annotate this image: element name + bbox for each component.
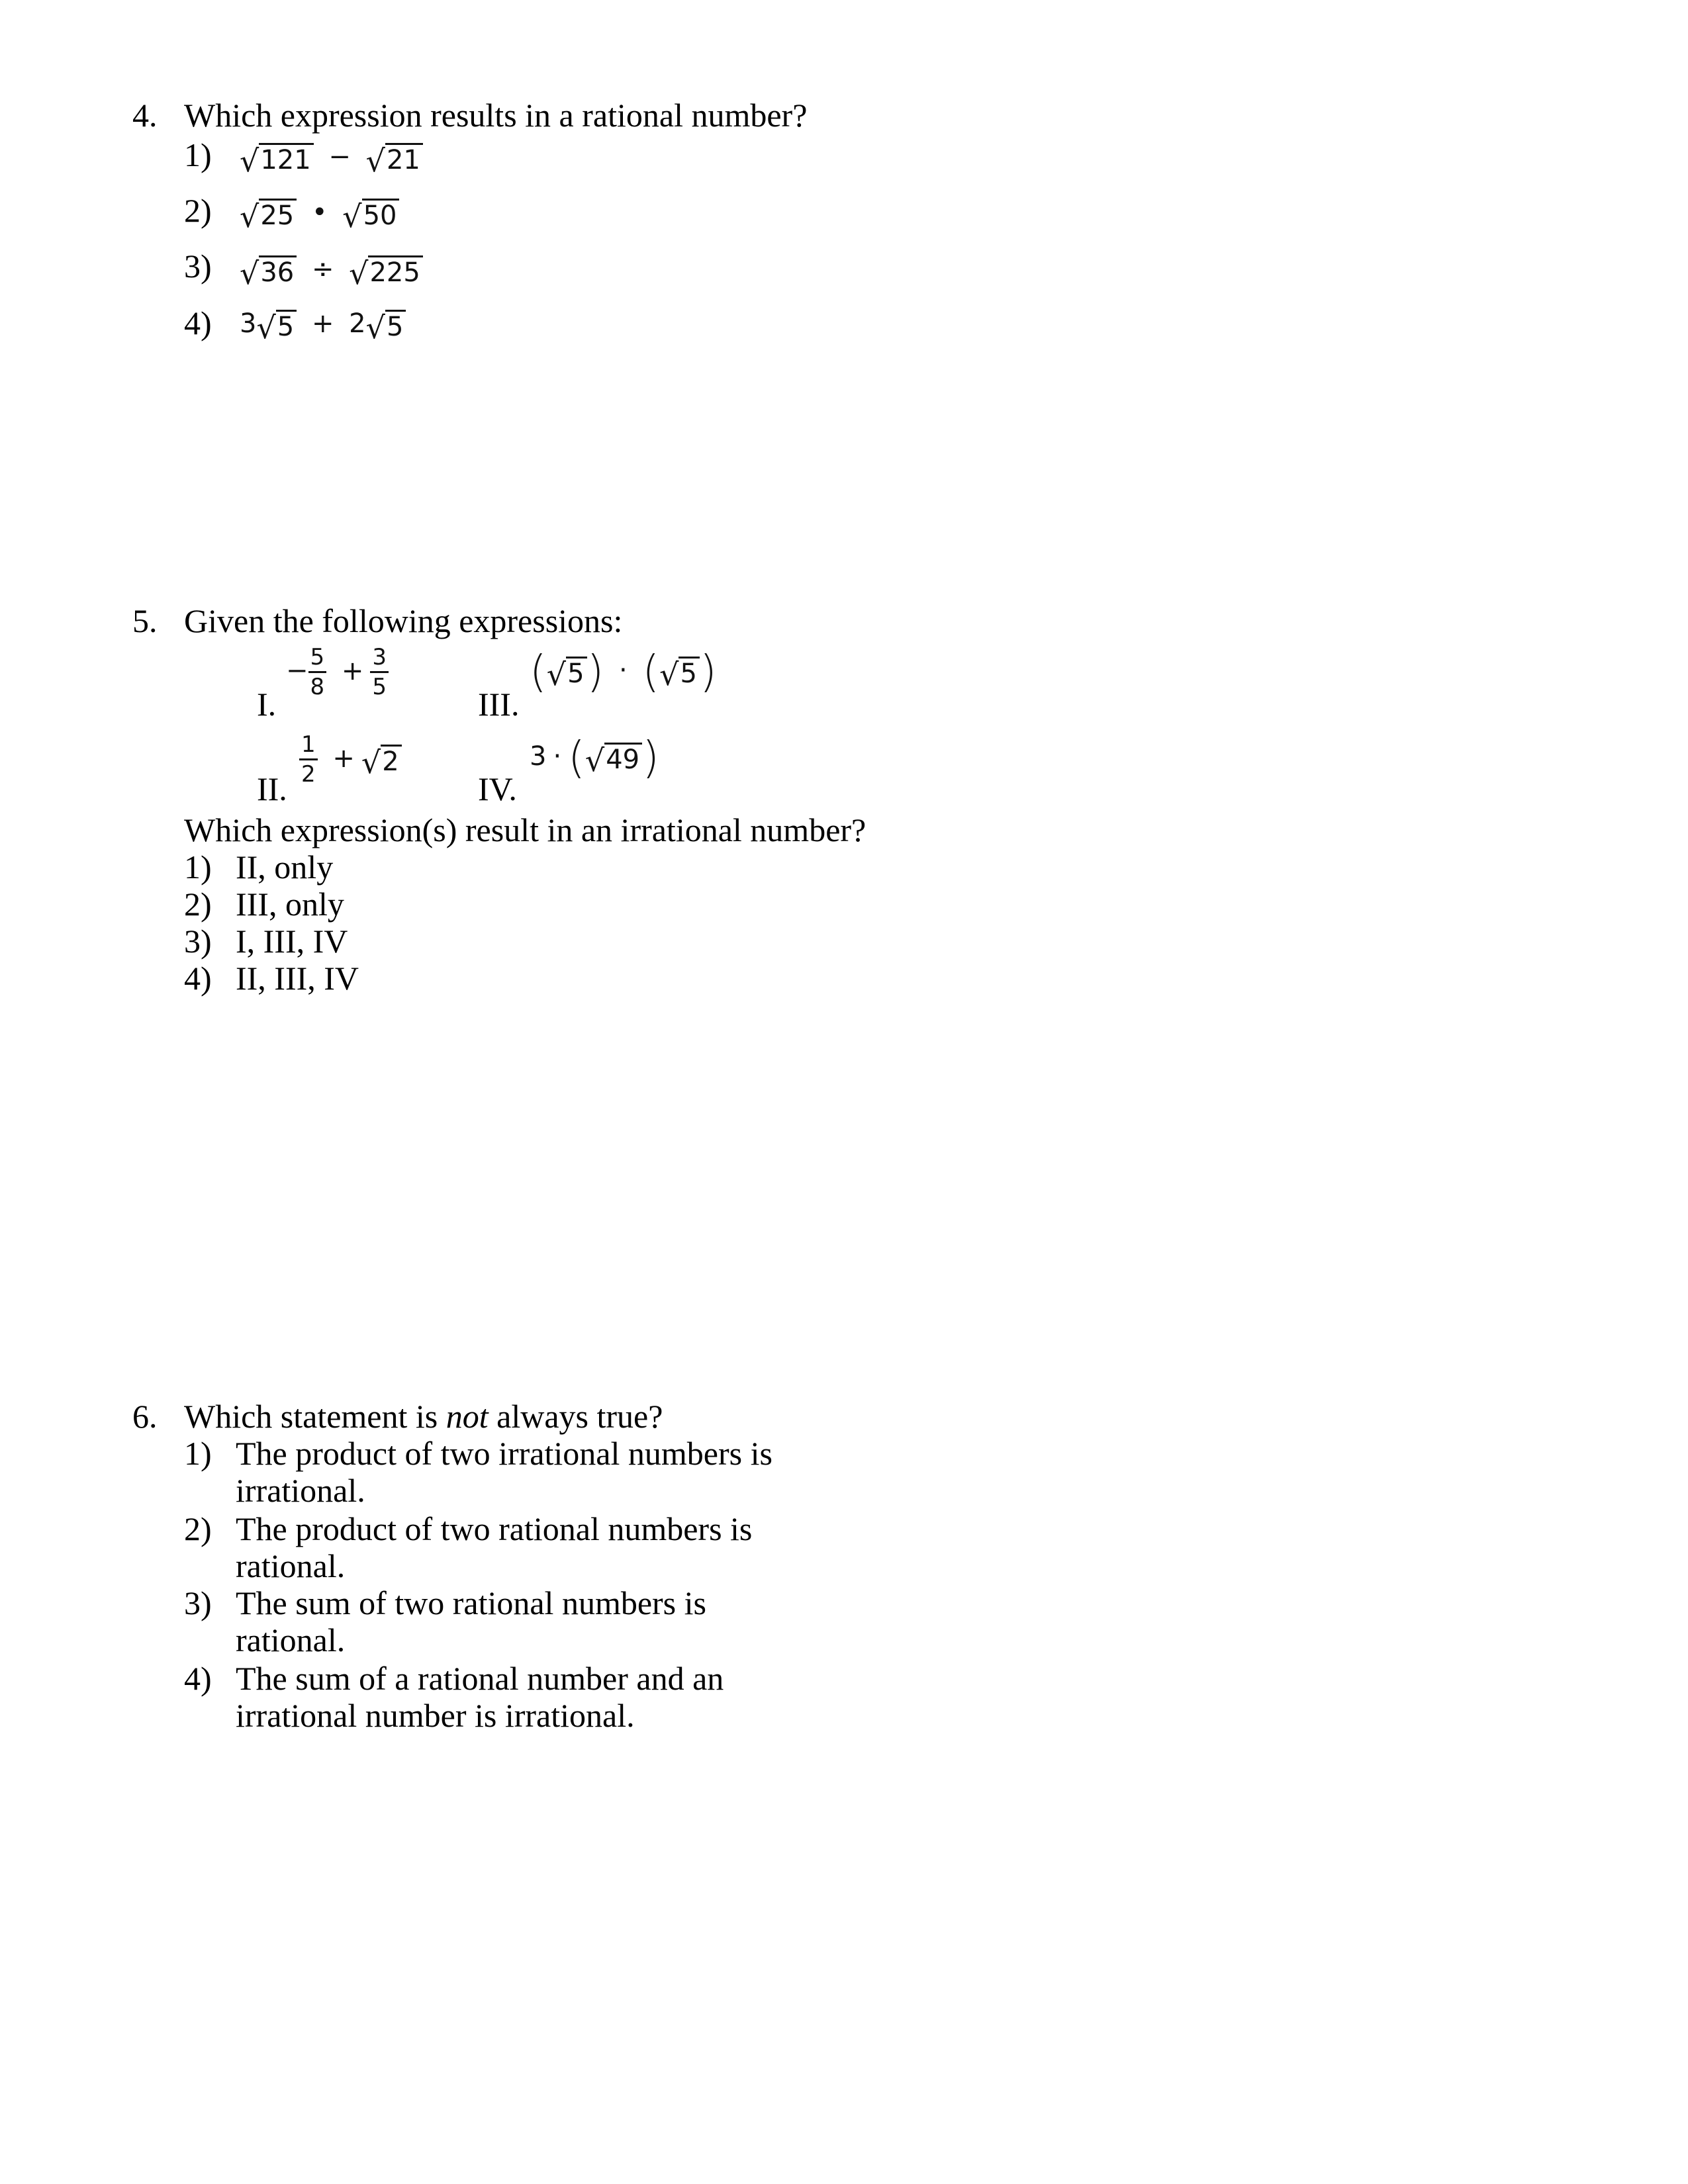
expression-i: − $\frac{5}{8}$ + $\frac{3}{5}$ <box>286 646 389 698</box>
question-prompt: Which expression results in a rational number? <box>184 97 808 134</box>
choice-text: II, only <box>236 848 334 886</box>
question-number: 4. <box>132 97 158 134</box>
question-prompt: Given the following expressions: <box>184 602 623 639</box>
question-prompt: Which statement is not always true? <box>184 1398 663 1435</box>
choice-label: 2) <box>184 192 212 229</box>
choice-label: 3) <box>184 1584 212 1621</box>
emphasis: not <box>445 1398 489 1435</box>
choice-expression: √ 36 ÷ √ 225 <box>240 254 423 286</box>
square-root: √ 5 <box>256 310 297 340</box>
choice-text: I, III, IV <box>236 923 348 960</box>
expression-label: III. <box>478 686 520 723</box>
choice-text-line: The sum of a rational number and an <box>236 1660 724 1697</box>
square-root: √ 225 <box>349 255 423 286</box>
square-root: √ 2 <box>361 745 402 775</box>
choice-text: II, III, IV <box>236 960 359 997</box>
choice-label: 4) <box>184 304 212 341</box>
square-root: √ 5 <box>547 657 587 687</box>
choice-text-line: irrational number is irrational. <box>236 1697 635 1734</box>
choice-label: 1) <box>184 848 212 886</box>
choice-text-line: rational. <box>236 1547 346 1584</box>
choice-expression: 3 √ 5 + 2 √ 5 <box>240 308 406 340</box>
choice-expression: √ 25 • √ 50 <box>240 197 399 229</box>
square-root: √ 49 <box>585 743 642 773</box>
choice-text-line: The product of two rational numbers is <box>236 1510 753 1547</box>
expression-label: II. <box>257 770 287 807</box>
expression-iii: ( √ 5 ) · ( √ 5 ) <box>530 646 717 697</box>
square-root: √ 121 <box>240 143 314 173</box>
fraction: $\frac{1}{2}$ <box>299 733 318 786</box>
question-text: Which expression(s) result in an irrational number? <box>184 811 867 848</box>
choice-text: III, only <box>236 886 344 923</box>
choice-label: 2) <box>184 886 212 923</box>
square-root: √ 5 <box>659 657 700 687</box>
square-root: √ 21 <box>366 143 423 173</box>
fraction: $\frac{5}{8}$ <box>308 646 327 698</box>
fraction: $\frac{3}{5}$ <box>370 646 389 698</box>
choice-label: 1) <box>184 136 212 173</box>
expression-label: I. <box>257 686 277 723</box>
expression-iv: 3 · ( √ 49 ) <box>530 732 659 783</box>
question-number: 6. <box>132 1398 158 1435</box>
choice-label: 3) <box>184 248 212 285</box>
square-root: √ 36 <box>240 255 297 286</box>
choice-label: 3) <box>184 923 212 960</box>
square-root: √ 5 <box>366 310 406 340</box>
expression-ii: $\frac{1}{2}$ + √ 2 <box>299 733 402 786</box>
choice-text-line: rational. <box>236 1621 346 1659</box>
question-number: 5. <box>132 602 158 639</box>
choice-expression: √ 121 − √ 21 <box>240 142 423 173</box>
expression-label: IV. <box>478 770 517 807</box>
square-root: √ 25 <box>240 199 297 229</box>
choice-text-line: The product of two irrational numbers is <box>236 1435 773 1472</box>
choice-label: 4) <box>184 960 212 997</box>
square-root: √ 50 <box>342 199 399 229</box>
choice-text-line: The sum of two rational numbers is <box>236 1584 706 1621</box>
choice-label: 2) <box>184 1510 212 1547</box>
choice-label: 4) <box>184 1660 212 1697</box>
choice-text-line: irrational. <box>236 1472 365 1509</box>
choice-label: 1) <box>184 1435 212 1472</box>
